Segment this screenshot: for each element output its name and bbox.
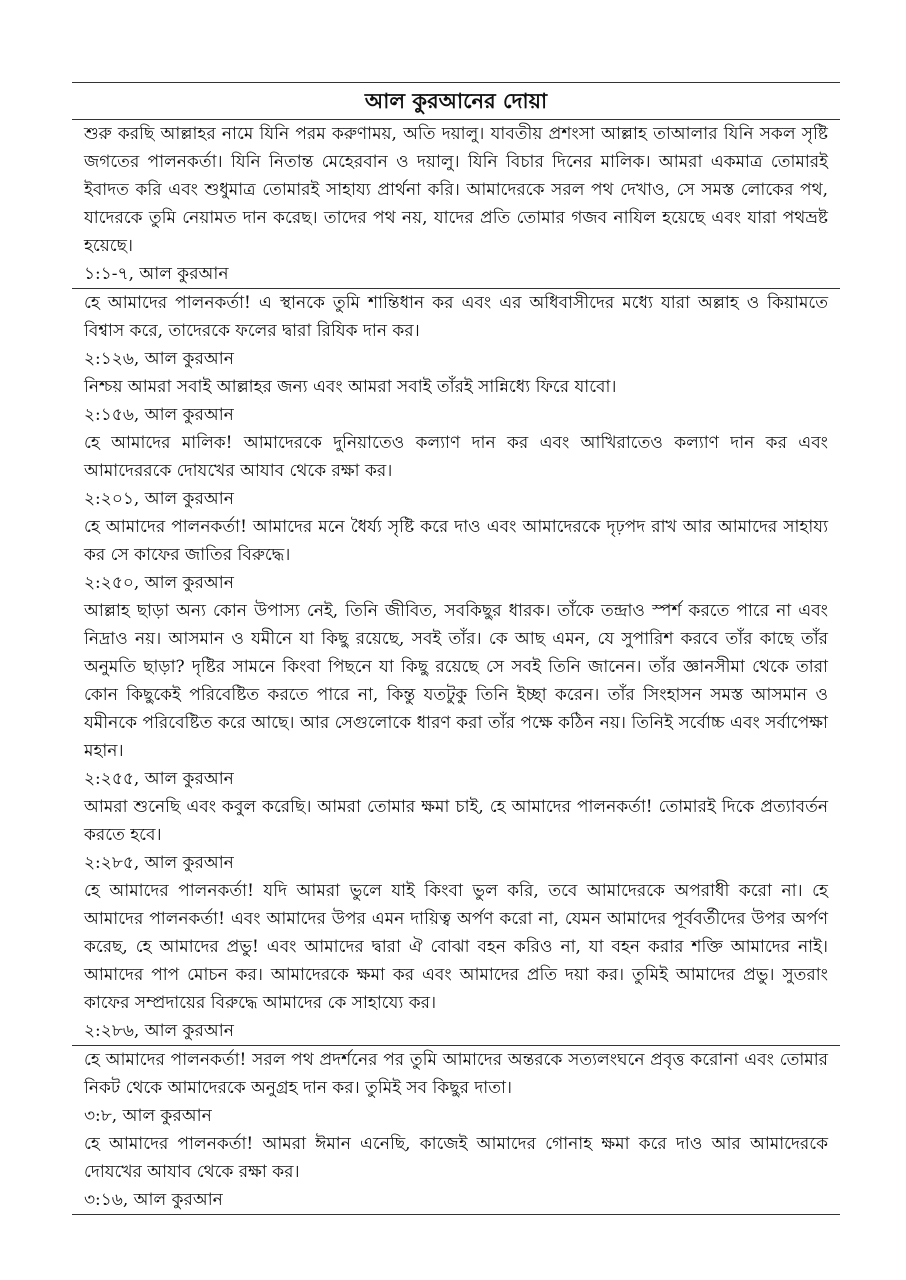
dua-text: হে আমাদের মালিক! আমাদেরকে দুনিয়াতেও কল্যাণ দান কর এবং আখিরাতেও কল্যাণ দান কর এবং আমাদেররকে দোযখের আযাব থেকে রক্ষা কর।: [84, 433, 828, 481]
dua-text: হে আমাদের পালনকর্তা! আমাদের মনে ধৈর্য্য সৃষ্টি করে দাও এবং আমাদেরকে দৃঢ়পদ রাখ আর আমাদের সাহায্য কর সে কাফের জাতির বিরুদ্ধে।: [84, 517, 828, 565]
dua-reference: ২:২৫০, আল কুরআন: [84, 573, 234, 593]
dua-reference: ৩:৮, আল কুরআন: [84, 1106, 212, 1126]
dua-text: হে আমাদের পালনকর্তা! আমরা ঈমান এনেছি, কাজেই আমাদের গোনাহ ক্ষমা করে দাও আর আমাদেরকে দোযখের আযাব থেকে রক্ষা কর।: [84, 1134, 828, 1182]
page-title: আল কুরআনের দোয়া: [364, 89, 548, 113]
dua-entry: [72, 597, 840, 793]
dua-entry: [72, 1046, 840, 1130]
dua-entry: [72, 793, 840, 877]
dua-reference: ২:২৮৫, আল কুরআন: [84, 853, 234, 873]
dua-reference: ২:২৫৫, আল কুরআন: [84, 769, 234, 789]
dua-reference: ২:২৮৬, আল কুরআন: [84, 1021, 234, 1041]
dua-text: হে আমাদের পালনকর্তা! এ স্থানকে তুমি শান্তিধান কর এবং এর অধিবাসীদের মধ্যে যারা অল্লাহ ও কিয়ামতে বিশ্বাস করে, তাদেরকে ফলের দ্বারা রিযিক দান কর।: [84, 293, 828, 341]
document-page: [72, 82, 840, 1215]
dua-reference: ২:১২৬, আল কুরআন: [84, 349, 234, 369]
dua-text: আমরা শুনেছি এবং কবুল করেছি। আমরা তোমার ক্ষমা চাই, হে আমাদের পালনকর্তা! তোমারই দিকে প্রত্যাবর্তন করতে হবে।: [84, 797, 828, 845]
title-bar: [72, 82, 840, 120]
dua-entry: [72, 429, 840, 513]
dua-entry: [72, 289, 840, 373]
dua-entry: [72, 877, 840, 1046]
dua-entry: [72, 373, 840, 429]
dua-entry: [72, 1130, 840, 1215]
dua-text: আল্লাহ ছাড়া অন্য কোন উপাস্য নেই, তিনি জীবিত, সবকিছুর ধারক। তাঁকে তন্দ্রাও স্পর্শ করতে পারে না এবং নিদ্রাও নয়। আসমান ও যমীনে যা কিছু রয়েছে, সবই তাঁর। কে আছ এমন, যে সুপারিশ করবে তাঁর কাছে তাঁর অনুমতি ছাড়া? দৃষ্টির সামনে কিংবা পিছনে যা কিছু রয়েছে সে সবই তিনি জানেন। তাঁর জ্ঞানসীমা থেকে তারা কোন কিছুকেই পরিবেষ্টিত করতে পারে না, কিন্তু যতটুকু তিনি ইচ্ছা করেন। তাঁর সিংহাসন সমস্ত আসমান ও যমীনকে পরিবেষ্টিত করে আছে। আর সেগুলোকে ধারণ করা তাঁর পক্ষে কঠিন নয়। তিনিই সর্বোচ্চ এবং সর্বাপেক্ষা মহান।: [84, 601, 828, 761]
dua-text: নিশ্চয় আমরা সবাই আল্লাহর জন্য এবং আমরা সবাই তাঁরই সান্নিধ্যে ফিরে যাবো।: [84, 377, 617, 397]
dua-entry: [72, 120, 840, 289]
dua-entry: [72, 513, 840, 597]
dua-reference: ২:২০১, আল কুরআন: [84, 489, 234, 509]
dua-reference: ১:১-৭, আল কুরআন: [84, 264, 229, 284]
dua-text: হে আমাদের পালনকর্তা! যদি আমরা ভুলে যাই কিংবা ভুল করি, তবে আমাদেরকে অপরাধী করো না। হে আমাদের পালনকর্তা! এবং আমাদের উপর এমন দায়িত্ব অর্পণ করো না, যেমন আমাদের পূর্ববর্তীদের উপর অর্পণ করেছ, হে আমাদের প্রভু! এবং আমাদের দ্বারা ঐ বোঝা বহন করিও না, যা বহন করার শক্তি আমাদের নাই। আমাদের পাপ মোচন কর। আমাদেরকে ক্ষমা কর এবং আমাদের প্রতি দয়া কর। তুমিই আমাদের প্রভু। সুতরাং কাফের সম্প্রদায়ের বিরুদ্ধে আমাদের কে সাহায্যে কর।: [84, 881, 828, 1013]
dua-reference: ২:১৫৬, আল কুরআন: [84, 405, 234, 425]
dua-list: [72, 120, 840, 1215]
dua-text: শুরু করছি আল্লাহর নামে যিনি পরম করুণাময়, অতি দয়ালু। যাবতীয় প্রশংসা আল্লাহ তাআলার যিনি সকল সৃষ্টি জগতের পালনকর্তা। যিনি নিতান্ত মেহেরবান ও দয়ালু। যিনি বিচার দিনের মালিক। আমরা একমাত্র তোমারই ইবাদত করি এবং শুধুমাত্র তোমারই সাহায্য প্রার্থনা করি। আমাদেরকে সরল পথ দেখাও, সে সমস্ত লোকের পথ, যাদেরকে তুমি নেয়ামত দান করেছ। তাদের পথ নয়, যাদের প্রতি তোমার গজব নাযিল হয়েছে এবং যারা পথভ্রষ্ট হয়েছে।: [84, 124, 828, 256]
dua-reference: ৩:১৬, আল কুরআন: [84, 1190, 223, 1210]
dua-text: হে আমাদের পালনকর্তা! সরল পথ প্রদর্শনের পর তুমি আমাদের অন্তরকে সত্যলংঘনে প্রবৃত্ত করোনা এবং তোমার নিকট থেকে আমাদেরকে অনুগ্রহ দান কর। তুমিই সব কিছুর দাতা।: [84, 1050, 828, 1098]
